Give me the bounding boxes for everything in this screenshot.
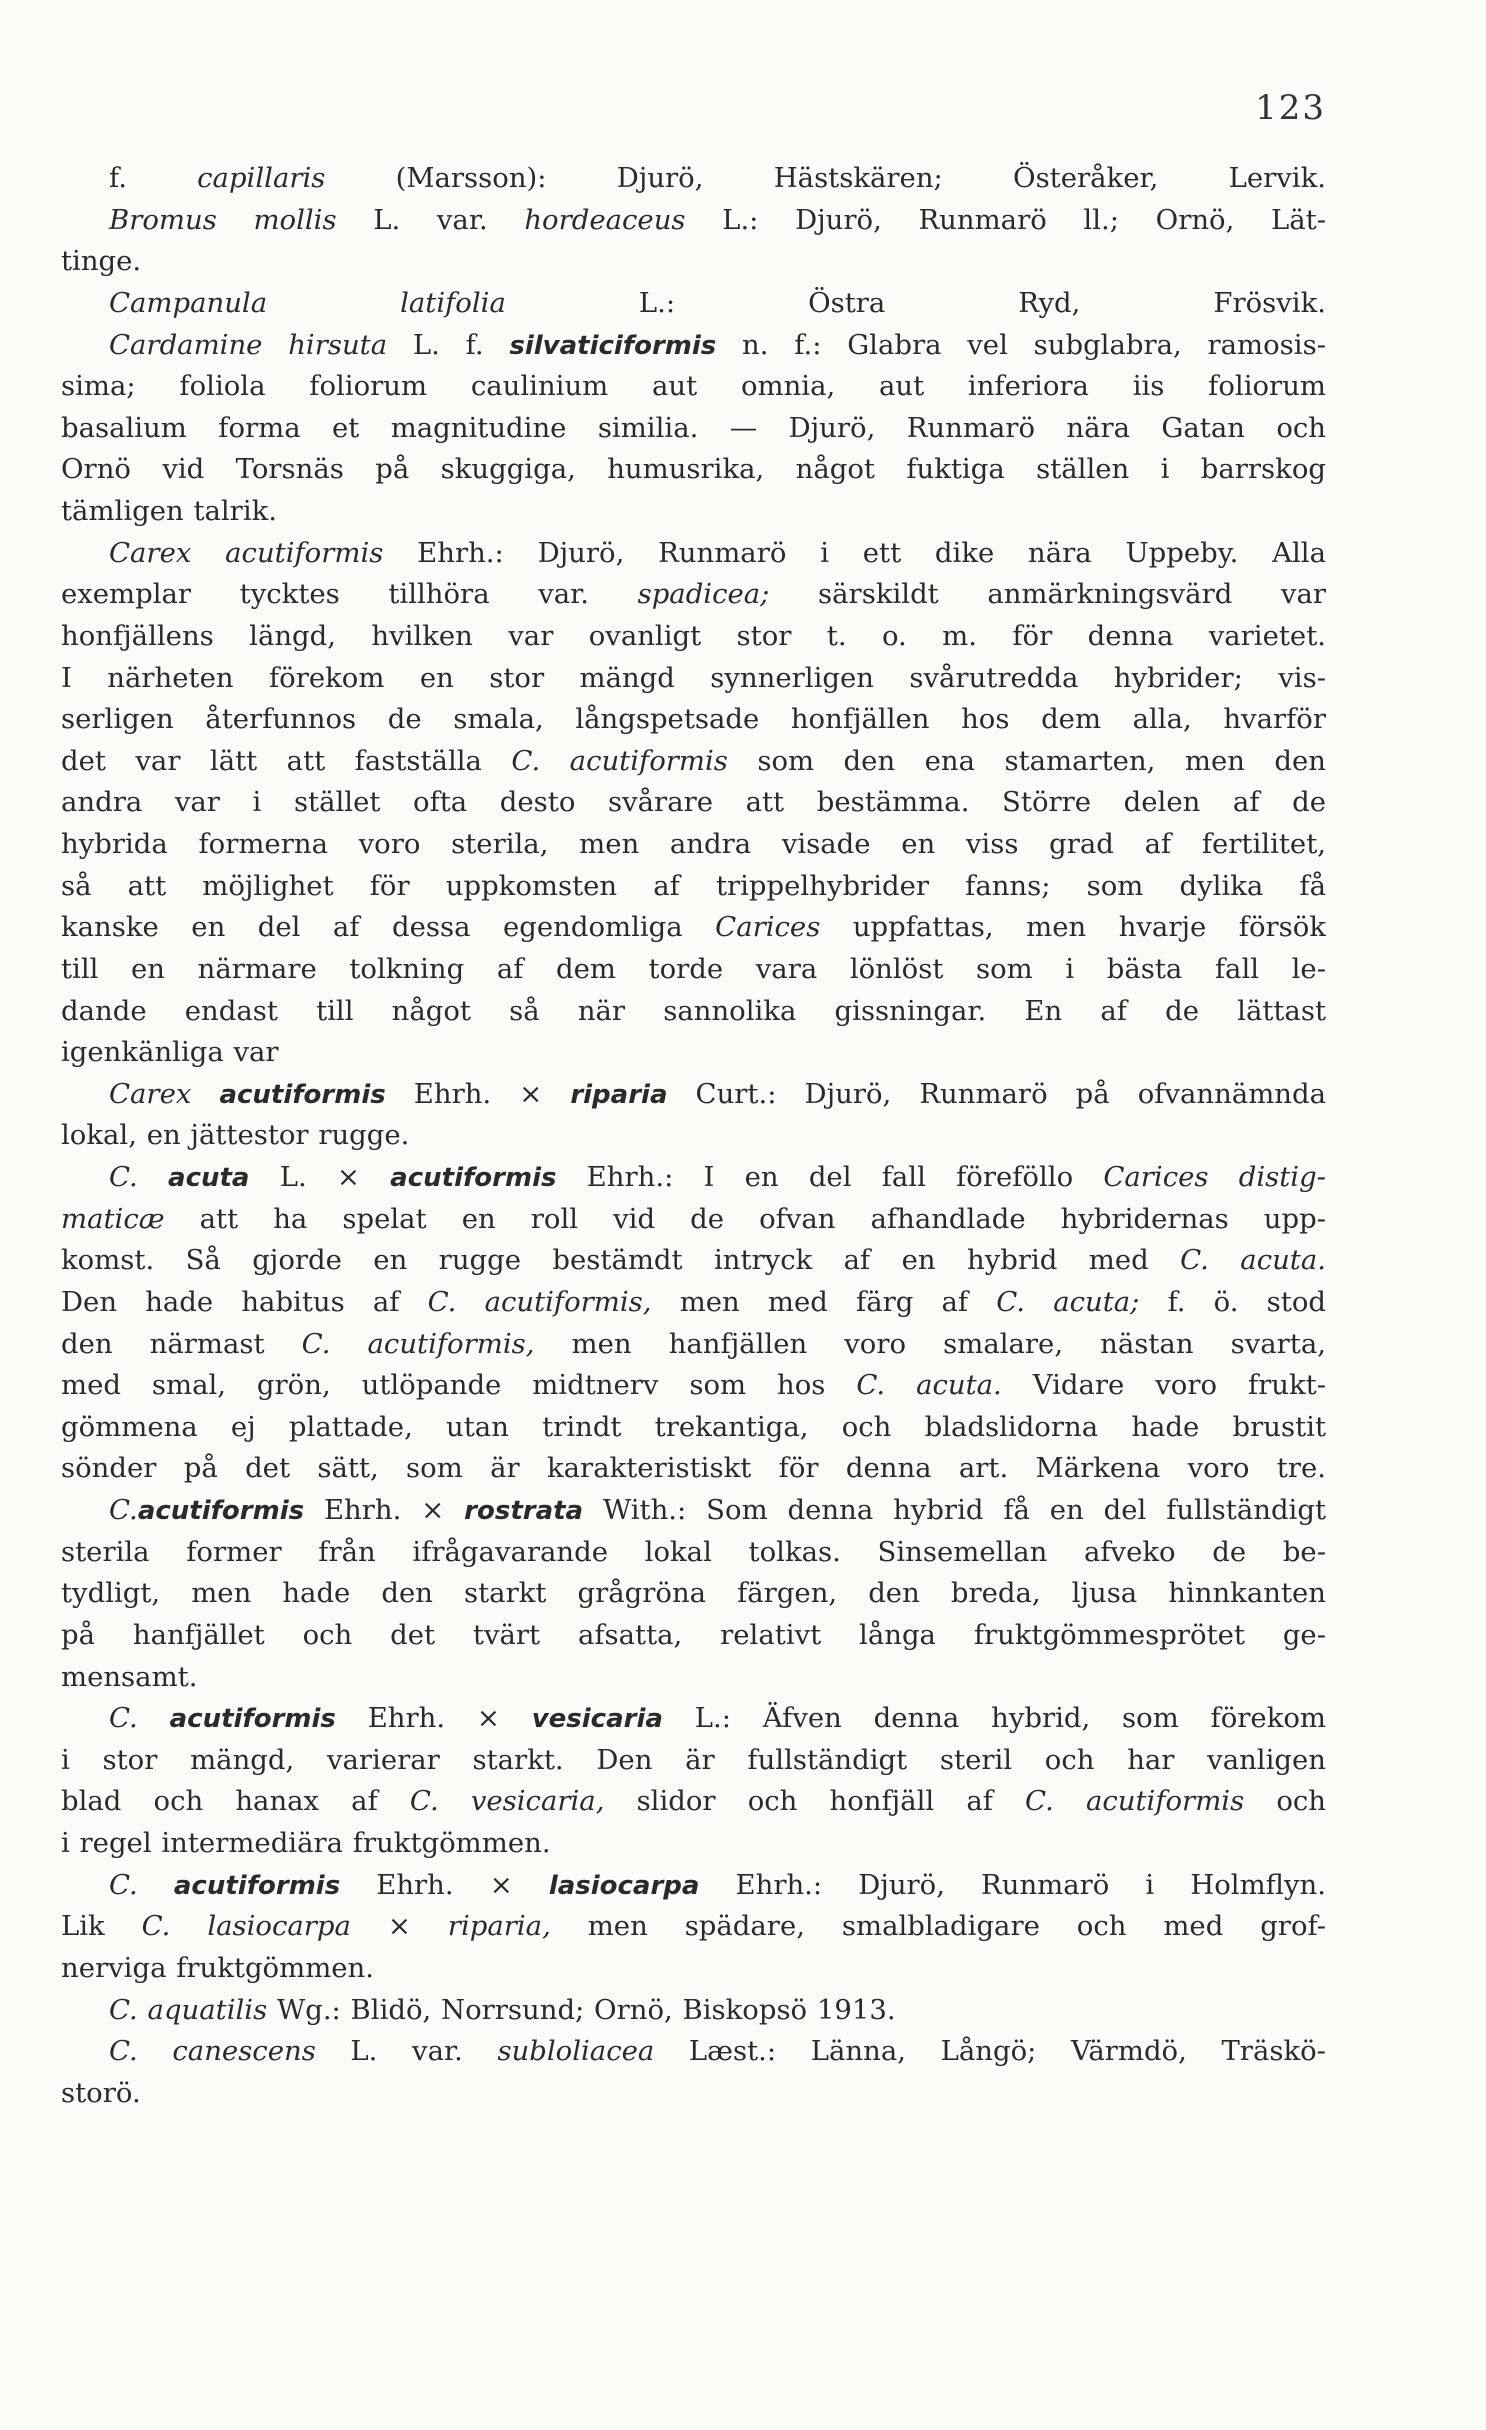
text-line (61, 1448, 1326, 1490)
text-run: exemplar tycktes tillhöra var. (61, 578, 638, 611)
text-run: men spädare, smalbladigare och med grof- (550, 1910, 1326, 1943)
taxon-name-italic: C. (109, 1494, 138, 1526)
text-line (61, 1948, 1326, 1990)
text-run (138, 1161, 168, 1193)
text-line (61, 991, 1326, 1033)
text-run: f. (109, 162, 198, 194)
taxon-name-italic: C. acutiformis, (427, 1285, 652, 1318)
text-run: Ehrh.: Djurö, Runmarö i Holmflyn. (699, 1868, 1326, 1901)
text-line (61, 491, 1326, 533)
text-line (61, 866, 1326, 908)
taxon-name-italic: C. acuta; (996, 1285, 1140, 1318)
text-line (61, 158, 1326, 200)
text-line (61, 449, 1326, 491)
taxon-name-bold: vesicaria (531, 1704, 663, 1735)
taxon-name-italic: hordeaceus (524, 203, 686, 236)
text-line (61, 366, 1326, 408)
text-run: Læst.: Länna, Långö; Värmdö, Träskö- (654, 2035, 1326, 2068)
taxon-name-bold: acutiformis (169, 1704, 336, 1735)
taxon-name-italic: C. acutiformis, (301, 1327, 535, 1360)
text-run: L.: Östra Ryd, Frösvik. (505, 286, 1326, 319)
taxon-name-italic: C. acutiformis (1025, 1785, 1245, 1818)
text-run: till en närmare tolkning af dem torde vara lönlöst som i bästa fall le- (61, 952, 1326, 985)
text-line (61, 1490, 1326, 1532)
text-run: andra var i stället ofta desto svårare att bestämma. Större delen af de (61, 786, 1326, 819)
text-run: dande endast till något så när sannolika gissningar. En af de lättast (61, 994, 1326, 1027)
text-run: sönder på det sätt, som är karakteristiskt för denna art. Märkena voro tre. (61, 1452, 1326, 1485)
taxon-name-italic: C. (109, 1868, 138, 1901)
text-run: Ehrh. × (304, 1494, 465, 1526)
text-run: tydligt, men hade den starkt grågröna färgen, den breda, ljusa hinnkanten (61, 1577, 1326, 1610)
taxon-name-italic: Campanula latifolia (109, 286, 506, 319)
text-run (138, 1702, 170, 1734)
text-run: honfjällens längd, hvilken var ovanligt stor t. o. m. för denna varietet. (61, 619, 1326, 652)
text-run: särskildt anmärkningsvärd var (769, 578, 1326, 611)
text-run: uppfattas, men hvarje försök (820, 911, 1326, 944)
taxon-name-bold: rostrata (464, 1496, 584, 1526)
text-run: men hanfjällen voro smalare, nästan svarta, (534, 1327, 1326, 1360)
text-run: komst. Så gjorde en rugge bestämdt intryck af en hybrid med (61, 1244, 1181, 1277)
text-run: sterila former från ifrågavarande lokal tolkas. Sinsemellan afveko de be- (61, 1535, 1326, 1568)
text-run: och (1244, 1785, 1326, 1818)
text-line (61, 949, 1326, 991)
text-run (138, 1869, 174, 1901)
text-run: n. f.: Glabra vel subglabra, ramosis- (716, 328, 1326, 361)
text-line (61, 1032, 1326, 1074)
text-line (61, 1823, 1326, 1865)
text-run: tinge. (61, 245, 142, 278)
taxon-name-italic: C. acuta. (856, 1369, 1002, 1402)
text-run: lokal, en jättestor rugge. (61, 1119, 410, 1152)
text-run: L. f. (387, 328, 510, 361)
text-line (61, 325, 1326, 367)
text-line (61, 1990, 1326, 2032)
text-line (61, 782, 1326, 824)
text-run: det var lätt att fastställa (61, 744, 512, 777)
text-line (61, 1573, 1326, 1615)
text-line (61, 1324, 1326, 1366)
taxon-name-italic: Bromus mollis (109, 203, 337, 236)
text-run: With.: Som denna hybrid få en del fullständigt (583, 1494, 1326, 1526)
text-run: Ehrh. × (340, 1868, 549, 1901)
text-line (61, 408, 1326, 450)
text-line (61, 1865, 1326, 1907)
taxon-name-italic: C. aquatilis (109, 1993, 268, 2026)
text-run: igenkänliga var (61, 1036, 279, 1069)
taxon-name-bold: silvaticiformis (509, 330, 717, 361)
taxon-name-italic: Carices (715, 911, 821, 944)
text-line (61, 1532, 1326, 1574)
taxon-name-italic: C. acuta. (1180, 1244, 1326, 1277)
taxon-name-italic: C. (109, 1702, 138, 1735)
text-run: Curt.: Djurö, Runmarö på ofvannämnda (667, 1077, 1326, 1110)
text-line (61, 1698, 1326, 1740)
text-run: Vidare voro frukt- (1001, 1369, 1326, 1402)
text-run: på hanfjället och det tvärt afsatta, relativt långa fruktgömmesprötet ge- (61, 1618, 1326, 1651)
text-run: Ehrh.: I en del fall föreföllo (556, 1161, 1104, 1193)
taxon-name-bold: acutiformis (173, 1870, 341, 1901)
text-line (61, 1074, 1326, 1116)
text-run: L.: Äfven denna hybrid, som förekom (662, 1702, 1326, 1735)
text-run: slidor och honfjäll af (604, 1785, 1026, 1818)
taxon-name-bold: acutiformis (137, 1496, 305, 1526)
text-run: Lik (61, 1910, 142, 1943)
text-line (61, 1282, 1326, 1324)
text-run: som den ena stamarten, men den (727, 744, 1326, 777)
text-line (61, 1240, 1326, 1282)
text-run: Ehrh. × (335, 1702, 532, 1735)
text-line (61, 1906, 1326, 1948)
text-run: storö. (61, 2076, 141, 2109)
text-line (61, 2031, 1326, 2073)
text-line (61, 1740, 1326, 1782)
taxon-name-bold: lasiocarpa (548, 1870, 700, 1901)
text-run: Ehrh. × (385, 1077, 571, 1110)
taxon-name-bold: acutiformis (390, 1163, 557, 1193)
text-run: Ornö vid Torsnäs på skuggiga, humusrika, något fuktiga ställen i barrskog (61, 453, 1326, 486)
taxon-name-bold: acuta (168, 1163, 250, 1193)
taxon-name-bold: riparia (570, 1079, 668, 1110)
taxon-name-bold: acutiformis (219, 1079, 386, 1110)
text-line (61, 658, 1326, 700)
taxon-name-italic: C. vesicaria, (409, 1785, 605, 1818)
body-text (61, 158, 1326, 2114)
text-line (61, 1115, 1326, 1157)
text-line (61, 824, 1326, 866)
taxon-name-italic: capillaris (197, 162, 326, 194)
text-run: serligen återfunnos de smala, långspetsade honfjällen hos dem alla, hvarför (61, 703, 1326, 736)
text-run: i regel intermediära fruktgömmen. (61, 1827, 551, 1859)
text-run: × (350, 1910, 448, 1943)
taxon-name-italic: C. acutiformis (511, 744, 728, 777)
text-run: L. var. (315, 2035, 498, 2068)
text-line (61, 741, 1326, 783)
text-run: gömmena ej plattade, utan trindt trekantiga, och bladslidorna hade brustit (61, 1410, 1326, 1443)
text-run (191, 1078, 219, 1110)
text-run: f. ö. stod (1139, 1285, 1326, 1318)
text-line (61, 699, 1326, 741)
text-line (61, 1781, 1326, 1823)
text-line (61, 2073, 1326, 2115)
text-run: med smal, grön, utlöpande midtnerv som hos (61, 1369, 857, 1402)
text-run: men med färg af (651, 1285, 997, 1318)
text-line (61, 1365, 1326, 1407)
taxon-name-italic: maticæ (61, 1202, 165, 1235)
text-line (61, 533, 1326, 575)
text-run: L. var. (336, 203, 525, 236)
taxon-name-italic: C. lasiocarpa (141, 1910, 351, 1943)
text-run: Ehrh.: Djurö, Runmarö i ett dike nära Uppeby. Alla (383, 536, 1326, 569)
taxon-name-italic: C. canescens (109, 2035, 316, 2068)
text-run: nerviga fruktgömmen. (61, 1951, 374, 1984)
taxon-name-italic: Cardamine hirsuta (109, 328, 388, 361)
text-run: den närmast (61, 1327, 302, 1360)
taxon-name-italic: C. (109, 1161, 138, 1193)
taxon-name-italic: riparia, (447, 1910, 551, 1943)
text-line (61, 1615, 1326, 1657)
text-run: kanske en del af dessa egendomliga (61, 911, 716, 944)
text-line (61, 1157, 1326, 1199)
text-line (61, 1657, 1326, 1699)
taxon-name-italic: spadicea; (637, 578, 770, 611)
text-line (61, 616, 1326, 658)
text-run: sima; foliola foliorum caulinium aut omnia, aut inferiora iis foliorum (61, 370, 1326, 403)
text-run: blad och hanax af (61, 1785, 410, 1818)
page-number: 123 (1255, 88, 1326, 128)
text-run: basalium forma et magnitudine similia. — Djurö, Runmarö nära Gatan och (61, 411, 1326, 444)
text-line (61, 283, 1326, 325)
taxon-name-italic: Carex (109, 1077, 192, 1110)
taxon-name-italic: Carex acutiformis (109, 536, 384, 569)
text-run: i stor mängd, varierar starkt. Den är fullständigt steril och har vanligen (61, 1743, 1326, 1776)
text-run: Den hade habitus af (61, 1285, 428, 1318)
text-run: Wg.: Blidö, Norrsund; Ornö, Biskopsö 1913. (267, 1993, 896, 2026)
text-line (61, 200, 1326, 242)
text-line (61, 907, 1326, 949)
text-run: att ha spelat en roll vid de ofvan afhandlade hybridernas upp- (164, 1202, 1326, 1235)
text-run: tämligen talrik. (61, 495, 278, 527)
text-run: hybrida formerna voro sterila, men andra visade en viss grad af fertilitet, (61, 828, 1326, 860)
text-run: mensamt. (61, 1660, 198, 1693)
text-run: L.: Djurö, Runmarö ll.; Ornö, Lät- (685, 203, 1326, 236)
taxon-name-italic: subloliacea (497, 2035, 655, 2068)
text-line (61, 574, 1326, 616)
text-line (61, 241, 1326, 283)
text-run: (Marsson): Djurö, Hästskären; Österåker, Lervik. (325, 162, 1326, 194)
text-line (61, 1407, 1326, 1449)
taxon-name-italic: Carices distig- (1103, 1161, 1326, 1193)
text-run: L. × (249, 1161, 391, 1193)
text-run: I närheten förekom en stor mängd synnerligen svårutredda hybrider; vis- (61, 661, 1326, 694)
text-line (61, 1199, 1326, 1241)
text-run: så att möjlighet för uppkomsten af trippelhybrider fanns; som dylika få (61, 869, 1326, 902)
